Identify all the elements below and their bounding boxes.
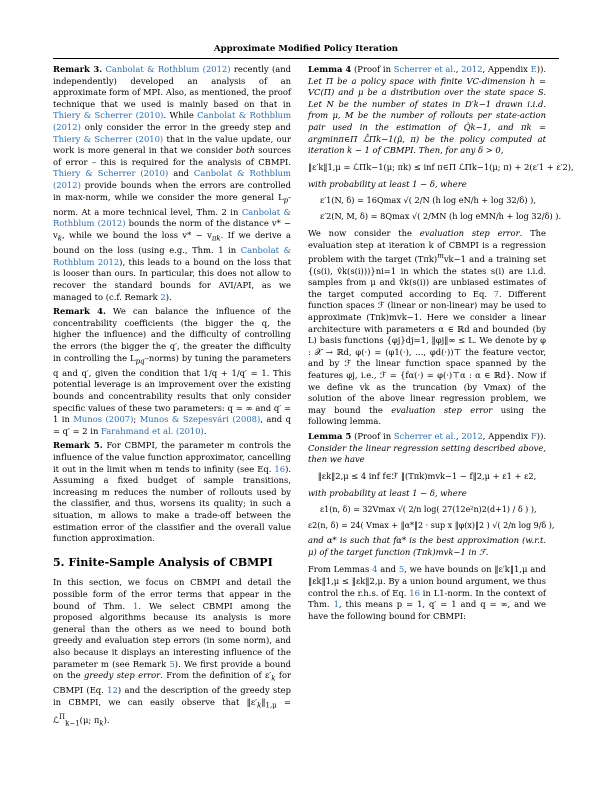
appendix-link[interactable]: F: [530, 431, 537, 442]
remark-4: Remark 4. We can balance the influence of the concentrability coefficients (the bigger the q, the higher the influence) and the difficulty of controlling the errors (the bigger the q′, the greater the difficulty in controlling the $L_{pq'}-norms$) by tuning the parameters q and q′, given the condition that 1/q + 1/q′ = 1. This potential leverage is an improvement over the existing bounds and concentrability results that only consider specific values of these two parameters: q = ∞ and q′ = 1 in Munos (2007); Munos & Szepesvári (2008), and q = q′ = 2 in Farahmand et al. (2010).: [53, 306, 292, 436]
lemma-link[interactable]: 5: [398, 564, 405, 575]
lemma-4-epsilon2: ε′2(N, M, δ) = 8Qmax √( 2/MN (h log eMN/h + log 32/δ) ).: [320, 210, 562, 221]
lemma-5-epsilon1: ε1(n, δ) = 32Vmax √( 2/n log( 27(12e²n)2(d+1) / δ ) ),: [320, 504, 537, 514]
equation-link[interactable]: 16: [274, 463, 286, 474]
theorem-link[interactable]: 1: [333, 599, 339, 610]
final-paragraph: From Lemmas 4 and 5, we have bounds on ‖ε′k‖1,μ and ‖εk‖1,μ ≤ ‖εk‖2,μ. By a union bound argument, we thus control the r.h.s. of Eq. 16 in L1-norm. In the context of Thm. 1, this means p = 1, q′ = 1 and q = ∞, and we have the following bound for CBMPI:: [308, 564, 547, 621]
right-column: [308, 64, 574, 625]
citation-link[interactable]: Canbolat & Rothblum (2012): [53, 168, 291, 190]
citation-link[interactable]: Thiery & Scherrer (2010): [53, 168, 169, 179]
theorem-link[interactable]: 1: [133, 600, 139, 611]
citation-link[interactable]: Canbolat & Rothblum (2012): [105, 64, 231, 74]
citation-link[interactable]: Canbolat & Rothblum (2012): [53, 206, 291, 229]
section-5-paragraph: In this section, we focus on CBMPI and detail the possible form of the error terms that appear in the bound of Thm. 1. We select CBMPI among the proposed algorithms because its analysis is more general than the others as we need to bound both greedy and evaluation step errors (in some norm), and also because it displays an interesting influence of the parameter m (see Remark 5). We first provide a bound on the greedy step error. From the definition of $\varepsilon'_k$ for CBMPI (Eq. 12) and the description of the greedy step in CBMPI, we can easily observe that $‖\varepsilon'_k‖_{1,\mu}$ = ℒ$^\Pi_{k-1}$(μ; $\pi_k$).: [53, 577, 292, 728]
lemma-4: Lemma 4 (Proof in Scherrer et al., 2012, Appendix E)). Let Π be a policy space with finite VC-dimension h = VC(Π) and μ be a distribution over the state space S. Let N be the number of states in D′k−1 drawn i.i.d. from μ, M be the number of rollouts per state-action pair used in the estimation of Q̂k−1, and πk = argminπ∈Π ℒ̂Πk−1(μ̂, π) be the policy computed at iteration k − 1 of CBMPI. Then, for any δ > 0,: [308, 64, 546, 156]
remark-3-label: Remark 3.: [53, 64, 103, 74]
citation-link[interactable]: 2: [160, 291, 166, 302]
header-rule: [53, 58, 559, 59]
evaluation-paragraph: We now consider the evaluation step error. The evaluation step at iteration k of CBMPI is a regression problem with the target $(T\pi k)^mvk-1$ and a training set {(s(i), v̂k(s(i)))}ni=1 in which the states s(i) are i.i.d. samples from μ and v̂k(s(i)) are unbiased estimates of the target computed according to Eq. 7. Different function spaces ℱ (linear or non-linear) may be used to approximate (Tπk)mvk−1. Here we consider a linear architecture with parameters α ∈ ℝd and bounded (by L) basis functions {φj}dj=1, ‖φj‖∞ ≤ L. We denote by φ : 𝒳 → ℝd, φ(·) = (φ1(·), ..., φd(·))⊤ the feature vector, and by ℱ the linear function space spanned by the features φj, i.e., ℱ = {fα(·) = φ(·)⊤α : α ∈ ℝd}. Now if we define vk as the truncation (by Vmax) of the solution of the above linear regression problem, we may bound the evaluation step error using the following lemma.: [308, 228, 547, 427]
lemma-4-epsilon1: ε′1(N, δ) = 16Qmax √( 2/N (h log eN/h + log 32/δ) ),: [320, 194, 536, 205]
section-heading: 5. Finite-Sample Analysis of CBMPI: [53, 555, 273, 569]
lemma-4-probability: with probability at least 1 − δ, where: [308, 179, 467, 190]
citation-link[interactable]: Thiery & Scherrer (2010): [53, 133, 164, 144]
appendix-link[interactable]: E: [530, 64, 537, 74]
remark-4-label: Remark 4.: [53, 306, 106, 317]
lemma-5: Lemma 5 (Proof in Scherrer et al., 2012, Appendix F)). Consider the linear regression setting described above, then we have: [308, 431, 546, 465]
left-column: [53, 64, 291, 733]
lemma-4-equation: ‖ε′k‖1,μ = ℒΠk−1(μ; πk) ≤ inf π∈Π ℒΠk−1(μ; π) + 2(ε′1 + ε′2),: [308, 161, 574, 172]
citation-link[interactable]: Scherrer et al.: [393, 64, 456, 74]
lemma-link[interactable]: 4: [372, 564, 378, 575]
remark-5: Remark 5. For CBMPI, the parameter m controls the influence of the value function approximator, cancelling it out in the limit when m tends to infinity (see Eq. 16). Assuming a fixed budget of sample transitions, increasing m reduces the number of rollouts used by the classifier, and thus, worsens its quality; in such a situation, m allows to make a trade-off between the estimation error of the classifier and the overall value function approximation.: [53, 440, 291, 544]
running-header: Approximate Modified Policy Iteration: [213, 44, 399, 54]
citation-link[interactable]: Farahmand et al. (2010): [101, 425, 204, 436]
citation-link[interactable]: Thiery & Scherrer (2010): [53, 110, 164, 121]
lemma-5-equation: ‖εk‖2,μ ≤ 4 inf f∈ℱ ‖(Tπk)mvk−1 − f‖2,μ + ε1 + ε2,: [317, 470, 537, 481]
citation-link[interactable]: Munos (2007): [73, 414, 134, 425]
citation-link[interactable]: 2012: [461, 64, 483, 74]
lemma-5-label: Lemma 5: [308, 431, 352, 442]
remark-3: Remark 3. Canbolat & Rothblum (2012) recently (and independently) developed an analysis of an approximate form of MPI. Also, as mentioned, the proof technique that we used is mainly based on that in Thiery & Scherrer (2010). While Canbolat & Rothblum (2012) only consider the error in the greedy step and Thiery & Scherrer (2010) that in the value update, our work is more general in that we consider both sources of error – this is required for the analysis of CBMPI. Thiery & Scherrer (2010) and Canbolat & Rothblum (2012) provide bounds when the errors are controlled in max-norm, while we consider the more general $L_p$-norm. At a more technical level, Thm. 2 in Canbolat & Rothblum (2012) bounds the norm of the distance $v* - v_k$, while we bound the loss $v* - v_{\pi k}$. If we derive a bound on the loss (using e.g., Thm. 1 in Canbolat & Rothblum 2012), this leads to a bound on the loss that is looser than ours. In particular, this does not allow to recover the standard bounds for AVI/API, as we managed to (c.f. Remark 2).: [53, 64, 292, 302]
lemma-5-probability: with probability at least 1 − δ, where: [308, 488, 467, 499]
citation-link[interactable]: 2012: [461, 431, 483, 442]
citation-link[interactable]: Canbolat & Rothblum 2012: [53, 245, 291, 267]
citation-link[interactable]: Munos & Szepesvári (2008): [139, 414, 261, 425]
remark-link[interactable]: 5: [169, 658, 175, 669]
remark-5-label: Remark 5.: [53, 440, 103, 451]
citation-link[interactable]: Canbolat & Rothblum (2012): [53, 110, 292, 132]
lemma-5-tail: and α* is such that fα* is the best approximation (w.r.t. μ) of the target function (Tπk)mvk−1 in ℱ.: [308, 535, 546, 557]
citation-link[interactable]: Scherrer et al.: [393, 431, 456, 442]
equation-link[interactable]: 16: [409, 587, 420, 598]
lemma-4-label: Lemma 4: [308, 64, 352, 74]
equation-link[interactable]: 7: [493, 288, 499, 299]
equation-link[interactable]: 12: [107, 685, 118, 696]
lemma-5-epsilon2: ε2(n, δ) = 24( Vmax + ‖α*‖2 · sup x ‖φ(x)‖2 ) √( 2/n log 9/δ ),: [308, 520, 555, 530]
